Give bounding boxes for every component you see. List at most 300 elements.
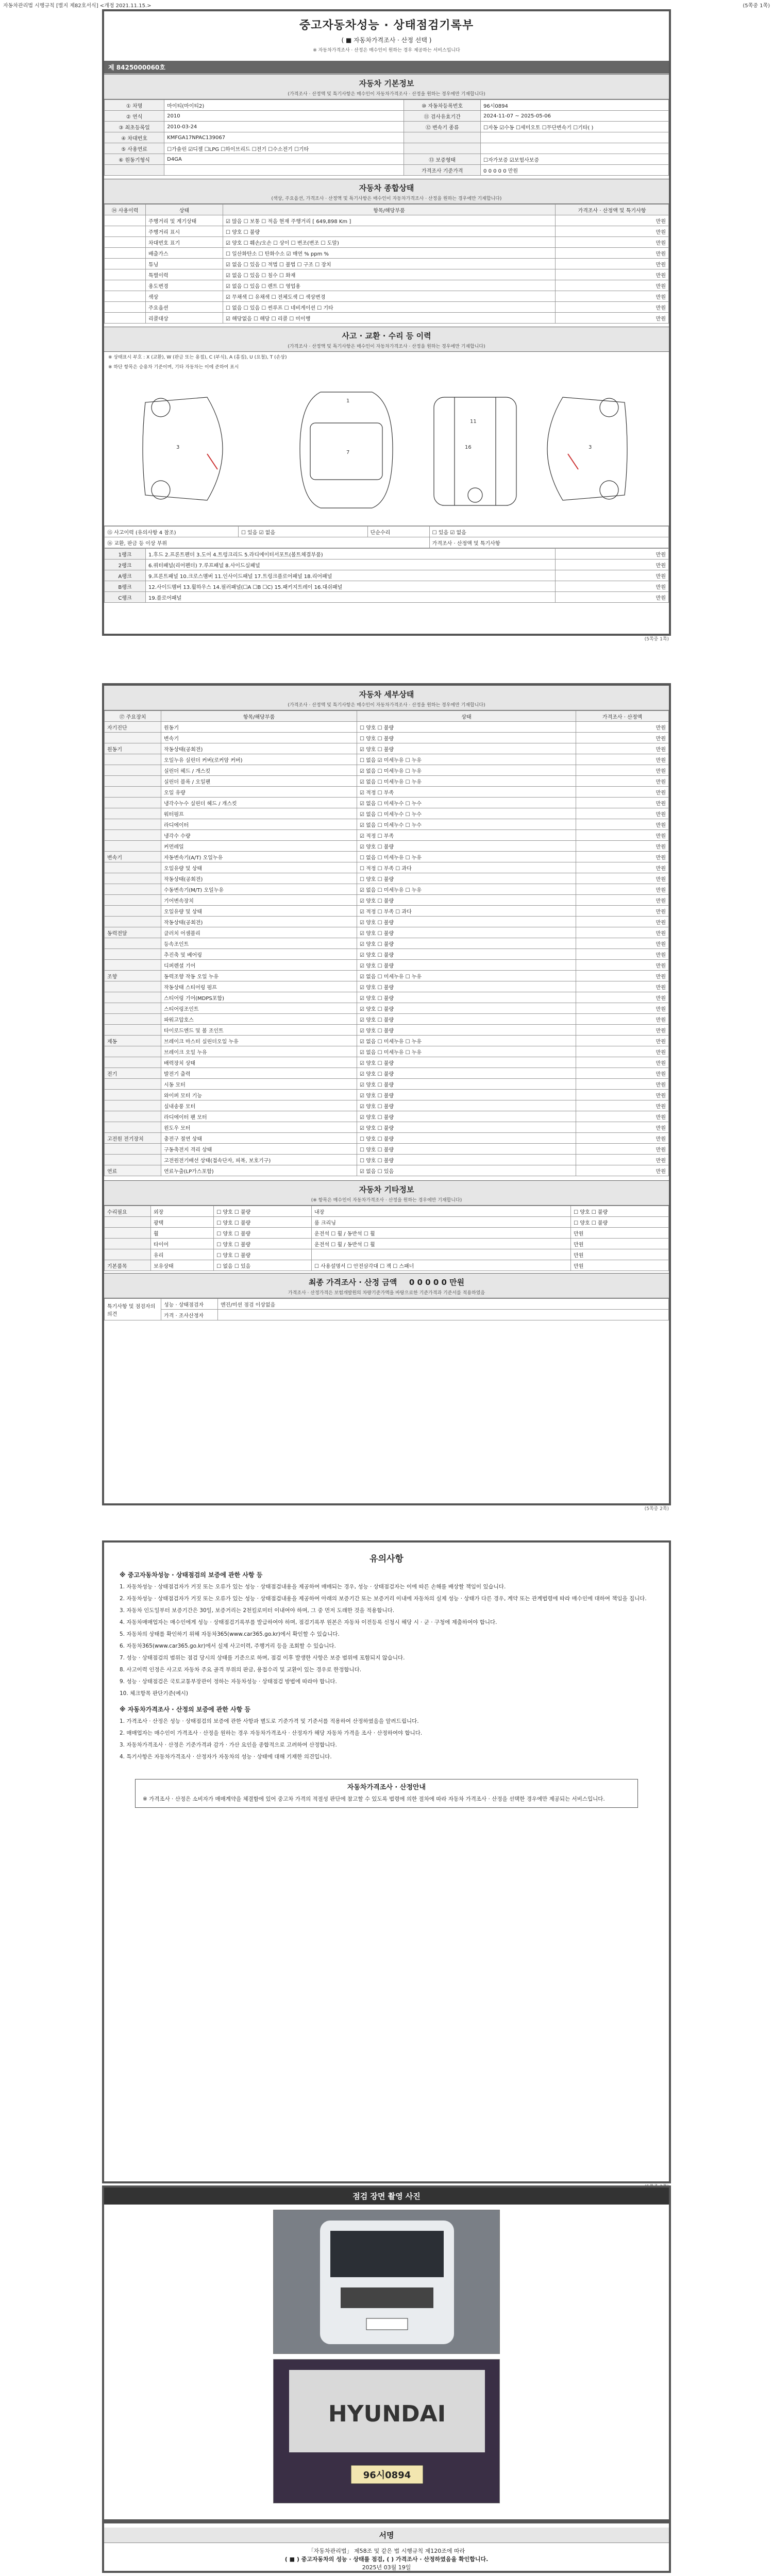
- summary-item-status: ☐ 없음 ☐ 있음 ☐ 썬루프 ☐ 네비게이션 ☐ 기타: [223, 302, 556, 313]
- detail-subtitle: (가격조사 · 산정액 및 특기사항은 매수인이 자동차가격조사 · 산정을 원하는 경우에만 기재합니다): [288, 703, 485, 708]
- basic-info-value: [164, 165, 404, 176]
- detail-row: [105, 1144, 669, 1155]
- detail-price: 만원: [576, 841, 669, 852]
- detail-part: 오일유량 및 상태: [161, 862, 357, 873]
- signature-title: 서명: [104, 2528, 669, 2543]
- detail-table: [104, 710, 669, 1176]
- document-header: [104, 11, 669, 53]
- detail-part: 충전구 절연 상태: [161, 1133, 357, 1144]
- detail-part: 파워고압호스: [161, 1014, 357, 1025]
- summary-item-label: 용도변경: [146, 280, 223, 291]
- notes-title: 유의사항: [369, 1554, 404, 1564]
- detail-device: [105, 1025, 161, 1036]
- notes-paragraph: 7. 성능 · 상태점검의 범위는 점검 당시의 상태를 기준으로 하며, 점검 이후 발생한 사항은 보증 범위에 포함되지 않습니다.: [120, 1655, 405, 1661]
- page-indicator: (5쪽중 1쪽): [743, 3, 770, 9]
- detail-device: [105, 981, 161, 992]
- detail-price: 만원: [576, 787, 669, 798]
- detail-status: ☑ 양호 ☐ 불량: [357, 841, 576, 852]
- detail-device: [105, 949, 161, 960]
- detail-status: ☑ 적정 ☐ 부족: [357, 787, 576, 798]
- other-cell: [105, 1239, 151, 1249]
- notes-paragraph: 5. 자동차의 상태를 확인하기 위해 자동차365(www.car365.go.kr)에서 확인할 수 있습니다.: [120, 1631, 340, 1637]
- other-cell: 만원: [571, 1228, 669, 1239]
- detail-row: [105, 917, 669, 927]
- other-cell: ☐ 없음 ☐ 있음: [214, 1260, 312, 1271]
- basic-info-value: ☐자동 ☑수동 ☐세미오토 ☐무단변속기 ☐기타( ): [481, 122, 669, 132]
- damage-rank-label: A랭크: [105, 570, 146, 581]
- detail-row: [105, 938, 669, 949]
- summary-use-cell: [105, 313, 146, 324]
- plate-text: 96시0894: [363, 2470, 411, 2481]
- summary-price: 만원: [556, 280, 669, 291]
- other-cell: 운전석 ☐ 휠 / 동반석 ☐ 휠: [312, 1228, 571, 1239]
- detail-part: 동력조향 작동 오일 누유: [161, 971, 357, 981]
- detail-price: 만원: [576, 1111, 669, 1122]
- detail-device: [105, 798, 161, 808]
- other-row: [105, 1249, 669, 1260]
- detail-price: 만원: [576, 927, 669, 938]
- detail-device: [105, 1111, 161, 1122]
- damage-rank-price: 만원: [556, 549, 669, 560]
- detail-row: [105, 787, 669, 798]
- detail-part: 워터펌프: [161, 808, 357, 819]
- other-cell: 룸 크리닝: [312, 1217, 571, 1228]
- other-table: [104, 1206, 669, 1271]
- basic-info-label: ② 연식: [105, 111, 164, 122]
- other-cell: 만원: [571, 1239, 669, 1249]
- other-cell: 내장: [312, 1206, 571, 1217]
- summary-item-status: ☑ 무채색 ☐ 유채색 ☐ 전체도색 ☐ 색상변경: [223, 291, 556, 302]
- basic-info-value: [481, 132, 669, 143]
- summary-item-status: ☐ 일산화탄소 ☐ 탄화수소 ☑ 매연 % ppm %: [223, 248, 556, 259]
- summary-use-cell: [105, 269, 146, 280]
- notes-section: [104, 1543, 669, 1770]
- notes-paragraph: 8. 사고이력 인정은 사고로 자동차 주요 골격 부위의 판금, 용접수리 및 교환이 있는 경우로 한정합니다.: [120, 1667, 362, 1673]
- detail-part: 디퍼렌셜 기어: [161, 960, 357, 971]
- detail-status: ☑ 없음 ☐ 미세누유 ☐ 누유: [357, 776, 576, 787]
- detail-status: ☑ 양호 ☐ 불량: [357, 1100, 576, 1111]
- detail-row: [105, 1155, 669, 1165]
- damage-rank-label: B랭크: [105, 581, 146, 592]
- detail-device: [105, 895, 161, 906]
- summary-use-cell: [105, 280, 146, 291]
- detail-price: 만원: [576, 873, 669, 884]
- detail-row: [105, 1165, 669, 1176]
- detail-row: [105, 1025, 669, 1036]
- summary-item-status: ☑ 양호 ☐ 훼손/오손 ☐ 상이 ☐ 변조(변조 ☐ 도말): [223, 237, 556, 248]
- detail-status: ☑ 양호 ☐ 불량: [357, 938, 576, 949]
- basic-info-label: ⑫ 변속기 종류: [404, 122, 481, 132]
- summary-column-header: 항목/해당부품: [223, 205, 556, 215]
- detail-status: ☑ 없음 ☐ 미세누유 ☐ 누유: [357, 884, 576, 895]
- basic-info-value: 0 0 0 0 0 만원: [481, 165, 669, 176]
- detail-status: ☑ 양호 ☐ 불량: [357, 992, 576, 1003]
- summary-use-cell: [105, 215, 146, 226]
- other-cell: ☐ 양호 ☐ 불량: [214, 1206, 312, 1217]
- other-subtitle: (※ 항목은 매수인이 자동차가격조사 · 산정을 원하는 경우에만 기재합니다): [311, 1198, 462, 1203]
- other-row: [105, 1239, 669, 1249]
- detail-device: [105, 1003, 161, 1014]
- detail-price: 만원: [576, 1036, 669, 1046]
- other-cell: ☐ 양호 ☐ 불량: [214, 1239, 312, 1249]
- detail-price: 만원: [576, 1100, 669, 1111]
- basic-info-value: D4GA: [164, 154, 404, 165]
- detail-status: ☑ 없음 ☐ 미세누수 ☐ 누수: [357, 808, 576, 819]
- other-cell: ☐ 양호 ☐ 불량: [214, 1228, 312, 1239]
- detail-device: [105, 1046, 161, 1057]
- detail-status: ☐ 양호 ☐ 불량: [357, 1155, 576, 1165]
- detail-device: 전기: [105, 1068, 161, 1079]
- detail-part: 기어변속장치: [161, 895, 357, 906]
- other-cell: [105, 1217, 151, 1228]
- damage-rank-label: 1랭크: [105, 549, 146, 560]
- summary-item-status: ☑ 없음 ☐ 있음 ☐ 적법 ☐ 불법 ☐ 구조 ☐ 장치: [223, 259, 556, 269]
- summary-row: [105, 291, 669, 302]
- detail-row: [105, 841, 669, 852]
- summary-price: 만원: [556, 259, 669, 269]
- other-cell: [105, 1249, 151, 1260]
- detail-status: ☑ 양호 ☐ 불량: [357, 1079, 576, 1090]
- detail-status: ☐ 양호 ☐ 불량: [357, 733, 576, 743]
- basic-info-value: ☐자가보증 ☑보험사보증: [481, 154, 669, 165]
- detail-device: 연료: [105, 1165, 161, 1176]
- basic-info-label: [404, 132, 481, 143]
- summary-use-cell: [105, 248, 146, 259]
- detail-status: ☑ 양호 ☐ 불량: [357, 1090, 576, 1100]
- detail-device: 변속기: [105, 852, 161, 862]
- basic-info-row: [105, 100, 669, 111]
- detail-row: [105, 1068, 669, 1079]
- summary-item-label: 주행거리 표시: [146, 226, 223, 237]
- detail-device: [105, 808, 161, 819]
- basic-info-table: [104, 99, 669, 176]
- summary-item-label: 주요옵션: [146, 302, 223, 313]
- accident-history-value: ☐ 있음 ☑ 없음: [239, 527, 368, 537]
- basic-info-row: [105, 143, 669, 154]
- damage-rank-items: 1.후드 2.프론트펜더 3.도어 4.트렁크리드 5.라디에이터서포트(볼트체결부품): [146, 549, 556, 560]
- detail-status: ☑ 없음 ☐ 미세누유 ☐ 누유: [357, 971, 576, 981]
- detail-price: 만원: [576, 722, 669, 733]
- svg-text:3: 3: [589, 445, 592, 450]
- page-2-number: (5쪽중 2쪽): [644, 1506, 669, 1512]
- detail-device: [105, 1144, 161, 1155]
- detail-device: [105, 1100, 161, 1111]
- detail-part: 타이로드엔드 및 볼 조인트: [161, 1025, 357, 1036]
- detail-price: 만원: [576, 938, 669, 949]
- detail-part: 스티어링 기어(MDPS포함): [161, 992, 357, 1003]
- detail-row: [105, 733, 669, 743]
- detail-status: ☑ 없음 ☐ 미세누유 ☐ 누유: [357, 765, 576, 776]
- appraisal-guide-text: ※ 가격조사 · 산정은 소비자가 매매계약을 체결함에 있어 중고차 가격의 적절성 판단에 참고할 수 있도록 법령에 의한 절차에 따라 자동차 가격조사 · 산정을 선택한 경우에만 제공되는 서비스입니다.: [143, 1796, 605, 1802]
- summary-use-cell: [105, 291, 146, 302]
- accident-header: [104, 327, 669, 352]
- document-subtitle: ( ■ 자동차가격조사 · 산정 선택 ): [341, 37, 432, 44]
- detail-device: [105, 1122, 161, 1133]
- detail-row: [105, 754, 669, 765]
- detail-status: ☑ 적정 ☐ 부족: [357, 830, 576, 841]
- detail-row: [105, 776, 669, 787]
- detail-row: [105, 1100, 669, 1111]
- notes-paragraph: 1. 가격조사 · 산정은 성능 · 상태점검의 보증에 관한 사항과 별도로 기준가격 및 기준서를 적용하여 산정하였음을 알려드립니다.: [120, 1718, 419, 1724]
- detail-part: 커먼레일: [161, 841, 357, 852]
- other-row: [105, 1206, 669, 1217]
- detail-device: [105, 917, 161, 927]
- other-cell: 수리필요: [105, 1206, 151, 1217]
- other-row: [105, 1217, 669, 1228]
- detail-part: 연료누출(LP가스포함): [161, 1165, 357, 1176]
- detail-row: [105, 1057, 669, 1068]
- simple-repair-value: ☐ 있음 ☑ 없음: [429, 527, 668, 537]
- detail-row: [105, 895, 669, 906]
- notes-paragraph: 1. 자동차성능 · 상태점검자가 거짓 또는 오류가 있는 성능 · 상태점검내용을 제공하여 매매되는 경우, 성능 · 상태점검자는 이에 따른 손해를 배상할 책임이 있습니다.: [120, 1584, 506, 1590]
- document-title: 중고자동차성능 · 상태점검기록부: [299, 19, 474, 32]
- detail-part: 클러치 어셈블리: [161, 927, 357, 938]
- detail-status: ☑ 적정 ☐ 부족 ☐ 과다: [357, 906, 576, 917]
- other-cell: 외장: [151, 1206, 214, 1217]
- damage-rank-price: 만원: [556, 560, 669, 570]
- detail-price: 만원: [576, 1025, 669, 1036]
- basic-info-value: KMFGA17NPAC139067: [164, 132, 404, 143]
- detail-part: 배력장치 상태: [161, 1057, 357, 1068]
- summary-item-label: 튜닝: [146, 259, 223, 269]
- detail-status: ☑ 없음 ☐ 미세누유 ☐ 누유: [357, 1036, 576, 1046]
- detail-column-header: 상태: [357, 711, 576, 722]
- detail-device: [105, 776, 161, 787]
- summary-item-label: 배출가스: [146, 248, 223, 259]
- svg-text:11: 11: [470, 419, 477, 425]
- other-cell: ☐ 양호 ☐ 불량: [571, 1217, 669, 1228]
- detail-column-header: 항목/해당부품: [161, 711, 357, 722]
- detail-row: [105, 1003, 669, 1014]
- detail-price: 만원: [576, 992, 669, 1003]
- basic-info-label: ① 차명: [105, 100, 164, 111]
- damage-price-label: 가격조사 · 산정액 및 특기사항: [429, 537, 668, 548]
- detail-row: [105, 852, 669, 862]
- basic-info-label: 가격조사 기준가격: [404, 165, 481, 176]
- detail-row: [105, 1122, 669, 1133]
- detail-row: [105, 1014, 669, 1025]
- detail-device: [105, 1155, 161, 1165]
- other-cell: 휠: [151, 1228, 214, 1239]
- basic-info-value: ☐가솔린 ☑디젤 ☐LPG ☐하이브리드 ☐전기 ☐수소전기 ☐기타: [164, 143, 404, 154]
- detail-price: 만원: [576, 1133, 669, 1144]
- damage-rank-row: [105, 560, 669, 570]
- summary-item-label: 리콜대상: [146, 313, 223, 324]
- summary-use-cell: [105, 226, 146, 237]
- detail-part: 브레이크 마스터 실린더오일 누유: [161, 1036, 357, 1046]
- detail-column-header: ⑰ 주요장치: [105, 711, 161, 722]
- accident-subtitle: (가격조사 · 산정액 및 특기사항은 매수인이 자동차가격조사 · 산정을 원하는 경우에만 기재합니다): [288, 344, 485, 349]
- detail-device: [105, 1014, 161, 1025]
- detail-device: [105, 733, 161, 743]
- detail-device: [105, 906, 161, 917]
- damage-rank-table: [104, 548, 669, 603]
- summary-price: 만원: [556, 226, 669, 237]
- detail-row: [105, 1036, 669, 1046]
- detail-device: [105, 1079, 161, 1090]
- other-cell: 광택: [151, 1217, 214, 1228]
- other-cell: 기본품목: [105, 1260, 151, 1271]
- page-2: [102, 683, 671, 1512]
- detail-price: 만원: [576, 1057, 669, 1068]
- detail-row: [105, 798, 669, 808]
- summary-row: [105, 269, 669, 280]
- simple-repair-label: 단순수리: [367, 527, 429, 537]
- detail-device: 동력전달: [105, 927, 161, 938]
- detail-part: 라디에이터 팬 모터: [161, 1111, 357, 1122]
- car-right-side-outline: [547, 397, 627, 500]
- summary-item-label: 색상: [146, 291, 223, 302]
- summary-price: 만원: [556, 237, 669, 248]
- notes-paragraph: 4. 자동차매매업자는 매수인에게 성능 · 상태점검기록부를 발급하여야 하며, 점검기록부 원본은 자동차 이전등록 신청시 해당 시 · 군 · 구청에 제출하여야 합니다.: [120, 1619, 497, 1625]
- detail-status: ☑ 양호 ☐ 불량: [357, 927, 576, 938]
- damage-rank-price: 만원: [556, 570, 669, 581]
- detail-device: 제동: [105, 1036, 161, 1046]
- detail-part: 오일누유 실린더 커버(로커암 커버): [161, 754, 357, 765]
- front-view-photo: [273, 2210, 500, 2354]
- summary-column-header: 상태: [146, 205, 223, 215]
- remarks-label: 특기사항 및 점검자의 의견: [105, 1299, 161, 1320]
- other-cell: [312, 1249, 571, 1260]
- detail-status: ☑ 양호 ☐ 불량: [357, 895, 576, 906]
- other-row: [105, 1260, 669, 1271]
- detail-title: 자동차 세부상태: [359, 690, 414, 699]
- detail-price: 만원: [576, 960, 669, 971]
- basic-info-row: [105, 111, 669, 122]
- detail-row: [105, 862, 669, 873]
- accident-legend: ※ 상태표시 부호 : X (교환), W (판금 또는 용접), C (부식), A (흠집), U (요철), T (손상): [108, 355, 287, 360]
- detail-row: [105, 830, 669, 841]
- notes-paragraph: 3. 자동차 인도일부터 보증기간은 30일, 보증거리는 2천킬로미터 이내여야 하며, 그 중 먼저 도래한 것을 적용합니다.: [120, 1607, 395, 1614]
- basic-info-value: 2010: [164, 111, 404, 122]
- detail-part: 실내송풍 모터: [161, 1100, 357, 1111]
- summary-row: [105, 215, 669, 226]
- detail-price: 만원: [576, 862, 669, 873]
- detail-price: 만원: [576, 830, 669, 841]
- basic-info-label: ⑥ 원동기형식: [105, 154, 164, 165]
- basic-info-value: 2024-11-07 ~ 2025-05-06: [481, 111, 669, 122]
- total-price-value: 0 0 0 0 0 만원: [409, 1278, 465, 1287]
- detail-price: 만원: [576, 1068, 669, 1079]
- inspector-label: 성능 · 상태점검자: [161, 1299, 218, 1310]
- detail-part: 시동 모터: [161, 1079, 357, 1090]
- damage-rank-items: 6.쿼터패널(리어펜더) 7.루프패널 8.사이드실패널: [146, 560, 556, 570]
- accident-legend-2: ※ 하단 항목은 승용차 기준이며, 기타 자동차는 이에 준하여 표시: [108, 365, 239, 370]
- detail-part: 브레이크 오일 누유: [161, 1046, 357, 1057]
- detail-part: 오일유량 및 상태: [161, 906, 357, 917]
- signature-date: 2025년 03월 19일: [362, 2564, 411, 2571]
- other-cell: ☐ 양호 ☐ 불량: [214, 1217, 312, 1228]
- summary-table: [104, 204, 669, 324]
- detail-price: 만원: [576, 895, 669, 906]
- detail-row: [105, 960, 669, 971]
- detail-row: [105, 743, 669, 754]
- summary-row: [105, 280, 669, 291]
- detail-part: 고전원전기배선 상태(접속단자, 피복, 보호기구): [161, 1155, 357, 1165]
- basic-info-row: [105, 154, 669, 165]
- rear-view-photo: [273, 2359, 500, 2503]
- summary-item-status: ☑ 해당없음 ☐ 해당 ☐ 리콜 ☐ 미이행: [223, 313, 556, 324]
- top-bar: [0, 0, 773, 9]
- detail-price: 만원: [576, 808, 669, 819]
- detail-part: 오일 유량: [161, 787, 357, 798]
- basic-info-value: 96시0894: [481, 100, 669, 111]
- detail-row: [105, 722, 669, 733]
- detail-price: 만원: [576, 1003, 669, 1014]
- truck-front-image: [274, 2210, 500, 2354]
- detail-part: 스티어링조인트: [161, 1003, 357, 1014]
- detail-row: [105, 949, 669, 960]
- summary-row: [105, 259, 669, 269]
- detail-status: ☑ 양호 ☐ 불량: [357, 1111, 576, 1122]
- basic-info-subtitle: (가격조사 · 산정액 및 특기사항은 매수인이 자동차가격조사 · 산정을 원하는 경우에만 기재합니다): [288, 92, 485, 97]
- detail-price: 만원: [576, 733, 669, 743]
- summary-price: 만원: [556, 302, 669, 313]
- detail-device: [105, 992, 161, 1003]
- damage-rank-items: 12.사이드멤버 13.휠하우스 14.필러패널(☐A ☐B ☐C) 15.패키지트레이 16.대쉬패널: [146, 581, 556, 592]
- detail-price: 만원: [576, 1046, 669, 1057]
- basic-info-header: [104, 74, 669, 99]
- basic-info-value: [481, 143, 669, 154]
- notes-heading-2: ※ 자동차가격조사 · 산정의 보증에 관한 사항 등: [120, 1706, 251, 1713]
- detail-device: [105, 1057, 161, 1068]
- detail-price: 만원: [576, 765, 669, 776]
- detail-header: [104, 685, 669, 710]
- accident-table: [104, 526, 669, 548]
- basic-info-row: [105, 165, 669, 176]
- page-3: [102, 1540, 671, 2183]
- detail-row: [105, 906, 669, 917]
- basic-info-label: ⑪ 검사유효기간: [404, 111, 481, 122]
- summary-item-status: ☐ 양호 ☐ 불량: [223, 226, 556, 237]
- appraiser-label: 가격 · 조사산정자: [161, 1310, 218, 1320]
- detail-part: 수동변속기(M/T) 오일누유: [161, 884, 357, 895]
- detail-row: [105, 884, 669, 895]
- detail-part: 추진축 및 베어링: [161, 949, 357, 960]
- detail-device: [105, 819, 161, 830]
- page-4: [102, 2185, 671, 2521]
- detail-status: ☑ 양호 ☐ 불량: [357, 917, 576, 927]
- detail-row: [105, 819, 669, 830]
- summary-row: [105, 226, 669, 237]
- summary-title: 자동차 종합상태: [359, 183, 414, 193]
- damage-rank-row: [105, 581, 669, 592]
- summary-row: [105, 248, 669, 259]
- other-cell: 보유상태: [151, 1260, 214, 1271]
- detail-price: 만원: [576, 1090, 669, 1100]
- detail-status: ☑ 양호 ☐ 불량: [357, 981, 576, 992]
- appraisal-guide-title: 자동차가격조사 · 산정안내: [347, 1784, 426, 1791]
- detail-price: 만원: [576, 949, 669, 960]
- detail-price: 만원: [576, 917, 669, 927]
- detail-device: [105, 873, 161, 884]
- detail-row: [105, 1133, 669, 1144]
- detail-device: [105, 765, 161, 776]
- basic-info-label: [404, 143, 481, 154]
- detail-row: [105, 1079, 669, 1090]
- signature-section: [104, 2523, 669, 2572]
- detail-status: ☑ 양호 ☐ 불량: [357, 1068, 576, 1079]
- detail-status: ☐ 없음 ☐ 미세누유 ☐ 누유: [357, 852, 576, 862]
- summary-price: 만원: [556, 313, 669, 324]
- detail-price: 만원: [576, 1014, 669, 1025]
- detail-status: ☑ 양호 ☐ 불량: [357, 960, 576, 971]
- page-1-number: (5쪽중 1쪽): [644, 637, 669, 642]
- detail-status: ☐ 양호 ☐ 불량: [357, 1144, 576, 1155]
- total-price-header: [104, 1273, 669, 1298]
- summary-price: 만원: [556, 291, 669, 302]
- detail-part: 실린더 블록 / 오일팬: [161, 776, 357, 787]
